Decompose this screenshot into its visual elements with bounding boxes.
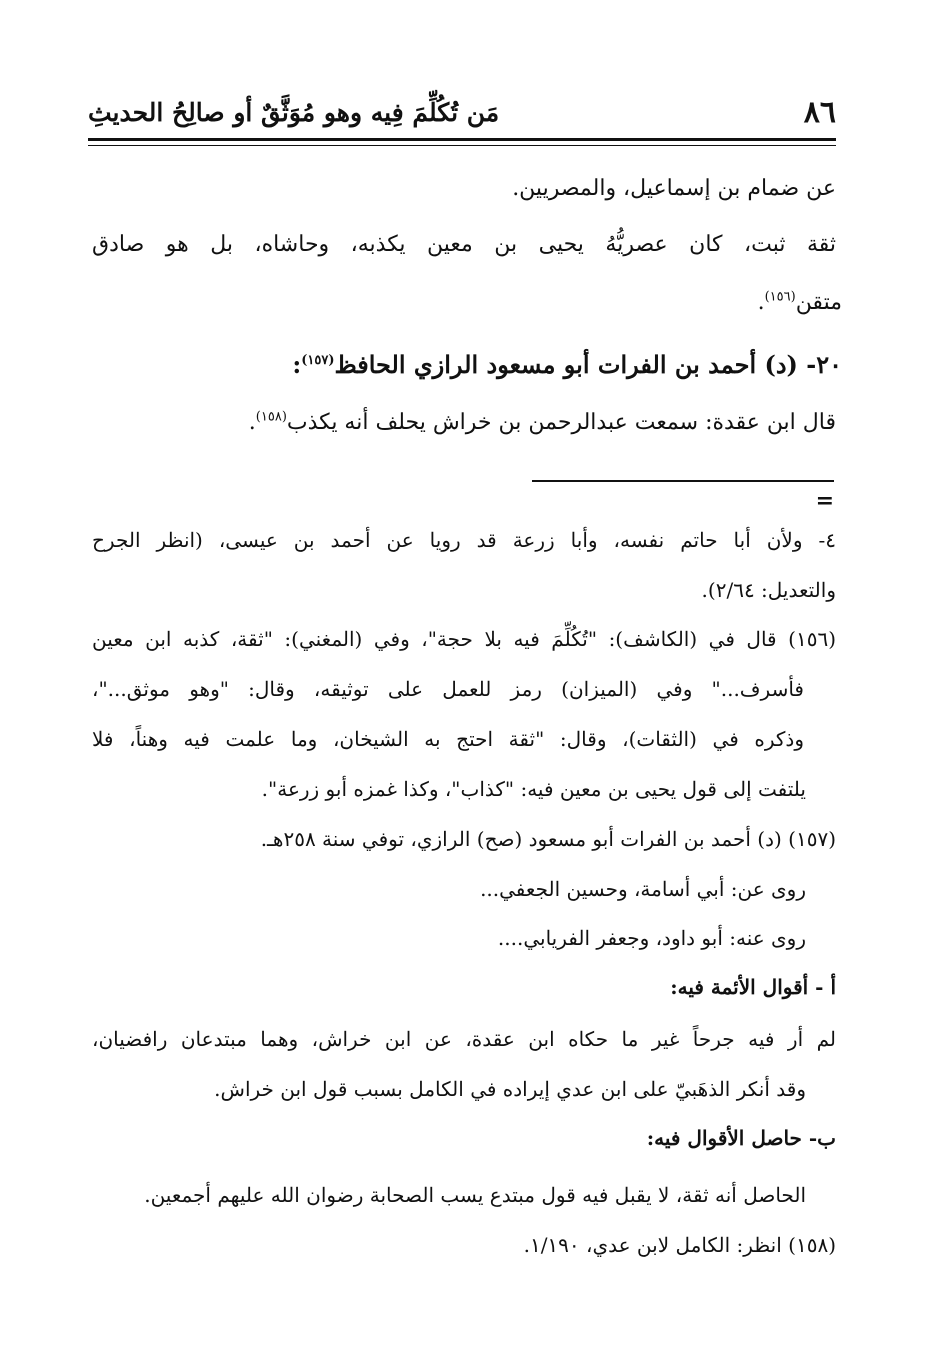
- entry-20-title-line: [292, 351, 842, 380]
- body-line-2: ثقة ثبت، كان عصريُّهُ يحيى بن معين يكذبه، وحاشاه، بل هو صادق: [92, 232, 836, 257]
- entry-20-title: ٢٠- (د) أحمد بن الفرات أبو مسعود الرازي الحافظ: [334, 350, 842, 379]
- fn156-line-1: (١٥٦) قال في (الكاشف): "تُكُلِّمَ فيه بلا حجة"، وفي (المغني): "ثقة، كذبه ابن معين: [92, 627, 836, 651]
- fn4-line-1: ٤- ولأن أبا حاتم نفسه، وأبا زرعة قد رويا عن أحمد بن عيسى، (انظر الجرح: [92, 528, 836, 552]
- body-line-3-end: .: [757, 290, 765, 315]
- body-line-5: [249, 410, 836, 436]
- fn156-line-2: فأسرف..." وفي (الميزان) رمز للعمل على توثيقه، وقال: "وهو موثق..."،: [92, 677, 804, 701]
- fn158-line-1: (١٥٨) انظر: الكامل لابن عدي، ١/١٩٠.: [523, 1233, 836, 1257]
- fn157-heading-b: ب- حاصل الأقوال فيه:: [646, 1126, 836, 1150]
- body-line-3: [758, 290, 842, 316]
- fn157-b-line-1: الحاصل أنه ثقة، لا يقبل فيه قول مبتدع يسب الصحابة رضوان الله عليهم أجمعين.: [144, 1183, 806, 1207]
- footnote-continuation-mark: =: [815, 488, 834, 514]
- fn156-line-4: يلتفت إلى قول يحيى بن معين فيه: "كذاب"، وكذا غمزه أبو زرعة".: [261, 777, 806, 801]
- footnote-ref-156: (١٥٦): [764, 289, 796, 305]
- fn157-rawa-anhu: روى عنه: أبو داود، وجعفر الفريابي....: [497, 926, 806, 950]
- fn157-heading-a: أ - أقوال الأئمة فيه:: [670, 975, 836, 999]
- running-title: مَن تُكُلِّمَ فِيه وهو مُوَثَّقٌ أو صالِحُ الحديثِ: [88, 97, 500, 127]
- fn156-line-3: وذكره في (الثقات)، وقال: "ثقة احتج به الشيخان، وما علمت فيه وهناً، فلا: [92, 727, 804, 751]
- footnote-ref-158: (١٥٨): [255, 409, 287, 425]
- fn157-a-line-1: لم أر فيه جرحاً غير ما حكاه ابن عقدة، عن ابن خراش، وهما مبتدعان رافضيان،: [92, 1027, 836, 1051]
- fn157-rawa-an: روى عن: أبي أسامة، وحسين الجعفي...: [480, 877, 806, 901]
- header-rule-thin: [88, 145, 836, 146]
- fn157-a-line-2: وقد أنكر الذهَبيّ على ابن عدي إيراده في الكامل بسبب قول ابن خراش.: [214, 1077, 806, 1101]
- footnote-ref-157: (١٥٧): [301, 353, 335, 368]
- body-line-3-text: متقن: [795, 290, 842, 315]
- fn4-line-2: والتعديل: ٢/٦٤).: [701, 578, 836, 602]
- page-number: ٨٦: [803, 94, 836, 130]
- body-line-1: عن ضمام بن إسماعيل، والمصريين.: [512, 176, 836, 201]
- entry-20-colon: :: [292, 350, 302, 379]
- page-header: [88, 88, 836, 136]
- body-line-5-text: قال ابن عقدة: سمعت عبدالرحمن بن خراش يحلف أنه يكذب: [286, 410, 836, 435]
- header-rule-thick: [88, 138, 836, 141]
- fn157-line-1: (١٥٧) (د) أحمد بن الفرات أبو مسعود (صح) الرازي، توفي سنة ٢٥٨هـ.: [260, 827, 836, 851]
- body-line-5-end: .: [248, 410, 256, 435]
- footnote-separator: [532, 480, 834, 482]
